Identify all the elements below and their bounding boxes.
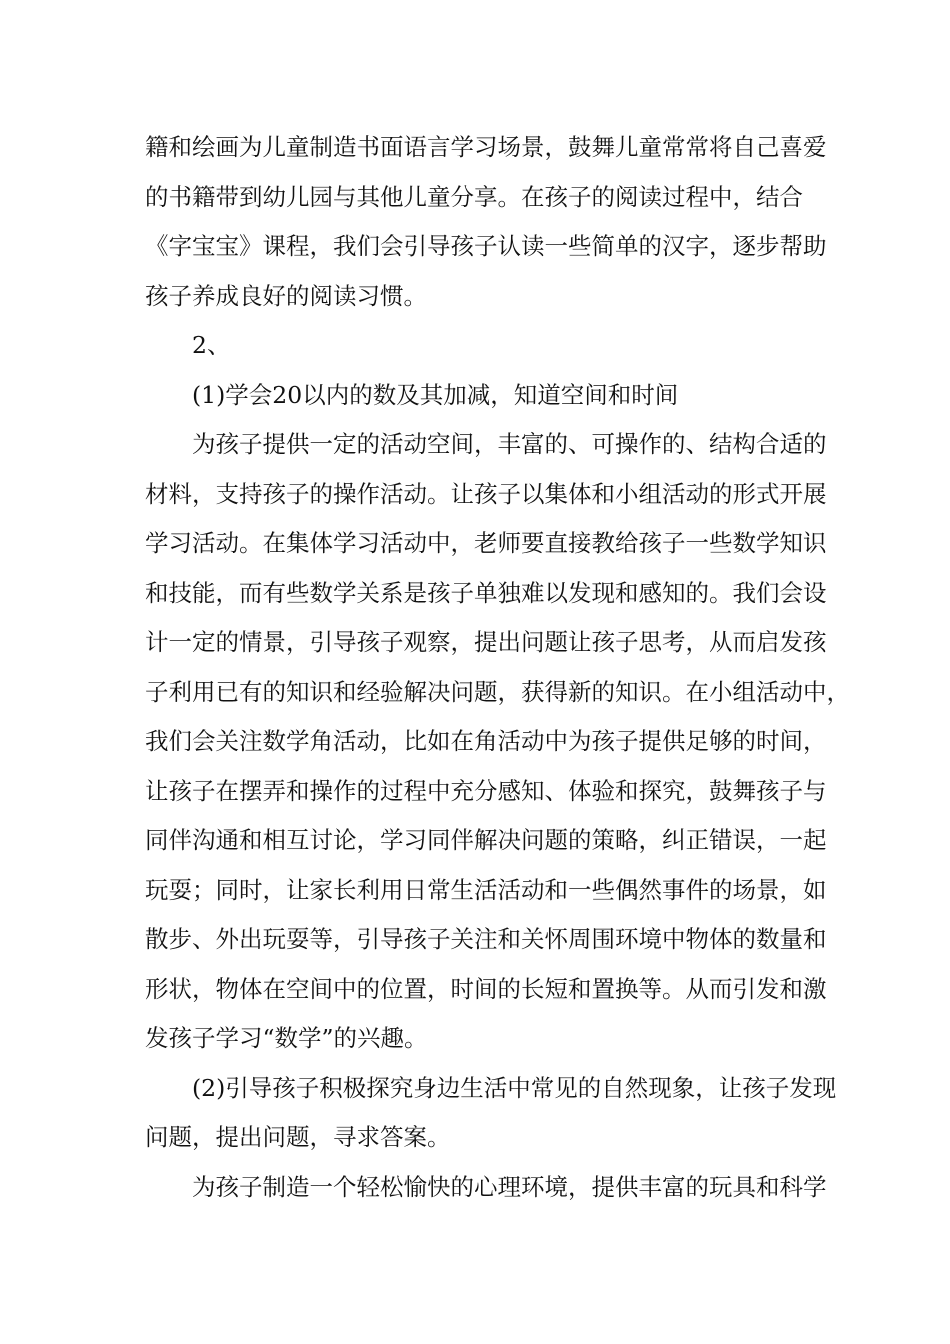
text-line: 计一定的情景，引导孩子观察，提出问题让孩子思考，从而启发孩: [145, 628, 827, 656]
text-line: 籍和绘画为儿童制造书面语言学习场景，鼓舞儿童常常将自己喜爱: [145, 133, 827, 161]
text-line: 材料，支持孩子的操作活动。让孩子以集体和小组活动的形式开展: [145, 479, 827, 508]
text-line: 和技能，而有些数学关系是孩子单独难以发现和感知的。我们会设: [145, 578, 827, 607]
text-line: 孩子养成良好的阅读习惯。: [145, 281, 427, 310]
text-line: 《字宝宝》课程，我们会引导孩子认读一些简单的汉字，逐步帮助: [145, 232, 827, 260]
document-body: [145, 123, 850, 1212]
text-line: 同伴沟通和相互讨论，学习同伴解决问题的策略，纠正错误，一起: [145, 826, 827, 854]
text-line: 我们会关注数学角活动，比如在角活动中为孩子提供足够的时间，: [145, 727, 827, 755]
text-line: 形状，物体在空间中的位置，时间的长短和置换等。从而引发和激: [145, 974, 827, 1003]
text-line: 的书籍带到幼儿园与其他儿童分享。在孩子的阅读过程中，结合: [145, 182, 803, 211]
text-line: 学习活动。在集体学习活动中，老师要直接教给孩子一些数学知识: [145, 529, 827, 557]
text-line: 2、: [192, 331, 231, 359]
text-line: (2)引导孩子积极探究身边生活中常见的自然现象，让孩子发现: [192, 1073, 837, 1102]
text-line: (1)学会20以内的数及其加减，知道空间和时间: [192, 380, 679, 409]
text-line: 散步、外出玩耍等，引导孩子关注和关怀周围环境中物体的数量和: [145, 925, 827, 953]
text-line: 为孩子制造一个轻松愉快的心理环境，提供丰富的玩具和科学: [192, 1172, 827, 1201]
text-line: 子利用已有的知识和经验解决问题，获得新的知识。在小组活动中，: [145, 677, 850, 706]
text-line: 为孩子提供一定的活动空间，丰富的、可操作的、结构合适的: [192, 430, 827, 458]
text-line: 问题，提出问题，寻求答案。: [145, 1123, 451, 1151]
text-line: 发孩子学习“数学”的兴趣。: [145, 1024, 428, 1052]
text-line: 让孩子在摆弄和操作的过程中充分感知、体验和探究，鼓舞孩子与: [145, 776, 827, 805]
text-line: 玩耍；同时，让家长利用日常生活活动和一些偶然事件的场景，如: [145, 875, 827, 904]
